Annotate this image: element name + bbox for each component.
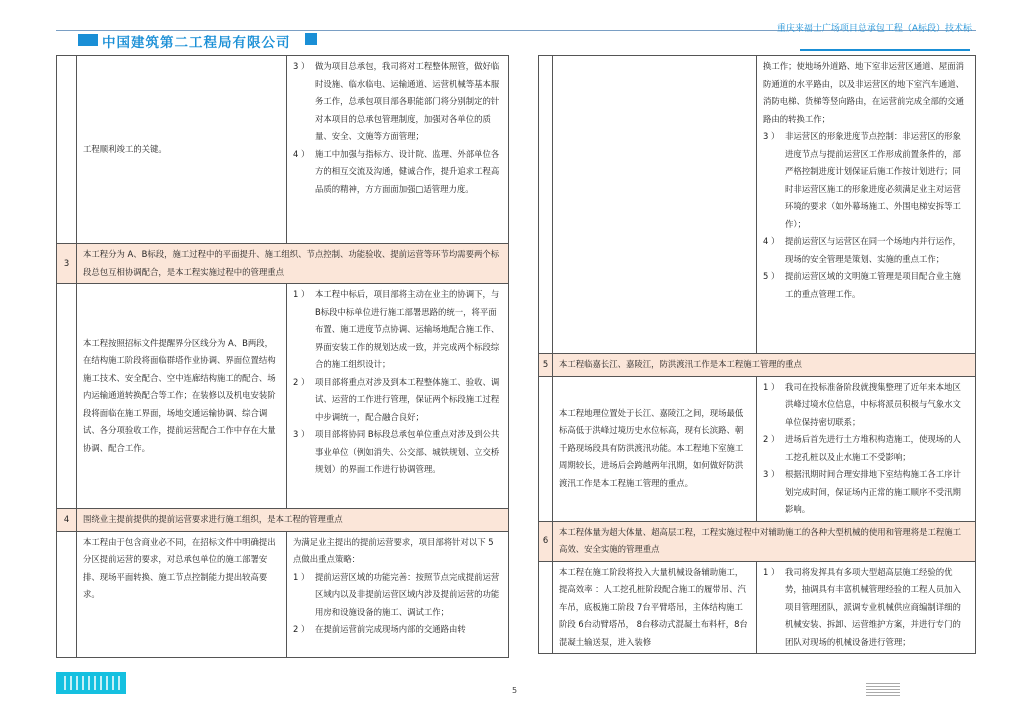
list-item: 2 ） 在提前运营前完成现场内部的交通路由转 [293, 624, 466, 634]
page-number: 5 [512, 686, 518, 695]
measures-cell [287, 531, 509, 657]
left-table [56, 55, 509, 658]
table-row [539, 56, 976, 354]
list-item: 1 ） 提前运营区域的功能完善：按照节点完成提前运营区域内以及非提前运营区域内涉及提前运营的功能用房和设施设备的施工、调试工作； [293, 571, 500, 617]
list-item: 1 ） 我司将发挥具有多项大型超高层施工经验的优势，抽调具有丰富机械管理经验的工程人员加入项目管理团队，派调专业机械供应商编制详细的机械安装、拆卸、运营维护方案，并进行专门的团队对现场的机械设备进行管理； [763, 566, 961, 647]
measures-intro: 为满足业主提出的提前运营要求，项目部将针对以下 5 点做出重点策略： [293, 536, 494, 564]
section-title: 本工程体量为超大体量、超高层工程，工程实施过程中对辅助施工的各种大型机械的使用和管理将是工程施工高效、安全实施的管理重点 [553, 521, 976, 561]
company-name: 中国建筑第二工程局有限公司 [102, 35, 291, 51]
measures-cell [757, 56, 976, 354]
section-header-row [57, 509, 509, 532]
analysis-cell: 本工程按照招标文件提醒界分区线分为 A、B两段，在结构施工阶段将面临群塔作业协调、界面位置结构施工技术、安全配合、空中连廊结构施工的配合、场内运输通道转换配合等工作；在装修以及机电安装阶段将面临在施工界面，场地交通运输协调、综合调试、各分项验收工作，提前运营配合工作中存在大量协调、配合工作。 [77, 284, 287, 509]
number-cell [539, 56, 553, 354]
section-number: 4 [57, 509, 77, 532]
section-number: 6 [539, 521, 553, 561]
section-number: 3 [57, 244, 77, 284]
header-mark [305, 33, 317, 45]
list-item: 3 ） 根据汛期时间合理安排地下室结构施工各工序计划完成时间，保证场内正常的施工顺序不受汛期影响。 [763, 469, 961, 514]
list-item: 3 ） 项目部将协同 B标段总承包单位重点对涉及到公共事业单位（例如消失、公交部、城铁规划、立交桥规划）的界面工作进行协调管理。 [293, 429, 500, 474]
list-item: 5 ） 提前运营区域的文明施工管理是项目配合业主施工的重点管理工作。 [763, 271, 961, 299]
table-row [539, 376, 976, 521]
analysis-cell: 本工程地理位置处于长江、嘉陵江之间，现场最低标高低于洪峰过境历史水位标高，现有长滨路、朝千路现场段具有防洪渡汛功能。本工程地下室施工周期较长，进场后会跨越两年汛期，如何做好防洪渡汛工作是本工程施工管理的重点。 [553, 376, 757, 521]
list-item: 3 ） 做为项目总承包，我司将对工程整体照管，做好临时设施、临水临电、运输通道、运营机械等基本服务工作，总承包项目部各职能部门将分别制定的针对本项目的总承包管理制度，加强对各单位的质量、安全、文施等方面管理； [293, 61, 500, 141]
number-cell [57, 284, 77, 509]
footer-logo-pattern [64, 676, 120, 690]
section-number: 5 [539, 354, 553, 377]
analysis-cell: 本工程由于包含商业必不同，在招标文件中明确提出分区提前运营的要求，对总承包单位的施工部署安排、现场平面转换、施工节点控制能力提出较高要求。 [77, 531, 287, 657]
table-row [57, 56, 509, 244]
measures-cell [757, 376, 976, 521]
section-header-row [57, 244, 509, 284]
table-row [57, 284, 509, 509]
number-cell [539, 561, 553, 654]
section-header-row [539, 521, 976, 561]
company-logo [78, 34, 98, 46]
section-title: 本工程分为 A、B标段，施工过程中的平面提升、施工组织、节点控制、功能验收、提前运营等环节均需要两个标段总包互相协调配合，是本工程实施过程中的管理重点 [77, 244, 509, 284]
project-title-underline [800, 49, 970, 51]
footer-mark [866, 682, 900, 696]
measures-cell [287, 284, 509, 509]
number-cell [57, 531, 77, 657]
section-title: 围绕业主提前提供的提前运营要求进行施工组织，是本工程的管理重点 [77, 509, 509, 532]
table-row [57, 531, 509, 657]
list-item: 4 ） 施工中加强与指标方、设计院、监理、外部单位各方的相互交流及沟通，健诚合作，提升追求工程高品质的精神，方方面面加强□适管理力度。 [293, 148, 500, 194]
list-item: 换工作；使地场外道路、地下室非运营区通道、屋面消防通道的水平路由，以及非运营区的地下室汽车通道、消防电梯、货梯等竖向路由，在运营前完成全部的交通路由的转换工作； [763, 61, 964, 124]
section-title: 本工程临嘉长江、嘉陵江，防洪渡汛工作是本工程施工管理的重点 [553, 354, 976, 377]
table-row [539, 561, 976, 654]
list-item: 4 ） 提前运营区与运营区在同一个场地内并行运作，现场的安全管理是策划、实施的重点工作； [763, 236, 961, 264]
section-header-row [539, 354, 976, 377]
page-header [0, 0, 1024, 50]
list-item: 1 ） 我司在投标准备阶段就搜集整理了近年来本地区洪峰过境水位信息，中标将派员积极与气象水文单位保持密切联系； [763, 381, 961, 427]
list-item: 2 ） 项目部将重点对涉及到本工程整体施工、验收、调试、运营的工作进行管理，保证两个标段施工过程中步调统一，配合融合良好； [293, 376, 500, 422]
list-item: 3 ） 非运营区的形象进度节点控制：非运营区的形象进度节点与提前运营区工作形成前置条件的，部严格控制进度计划保证后施工作按计划进行；同时非运营区施工的形象进度必须满足业主对运营环境的要求（如外幕场施工、外围电梯安拆等工作）； [763, 131, 961, 229]
measures-cell [287, 56, 509, 244]
number-cell [57, 56, 77, 244]
analysis-cell: 本工程在施工阶段将投入大量机械设备辅助施工，提高效率 ：人工挖孔桩阶段配合施工的履带吊、汽车吊，底板施工阶段 7台平臂塔吊，主体结构施工阶段 6台动臂塔吊， 8台移动式混凝土布料杆，8台混凝土输送泵，进入装修 [553, 561, 757, 654]
analysis-cell: 工程顺利竣工的关键。 [77, 56, 287, 244]
number-cell [539, 376, 553, 521]
analysis-cell [553, 56, 757, 354]
list-item: 1 ） 本工程中标后，项目部将主动在业主的协调下，与 B标段中标单位进行施工部署思路的统一，将平面布置、施工进度节点协调、运输场地配合施工作、界面安装工作的规划达成一致，并完成两个标段综合的施工组织设计； [293, 289, 500, 369]
list-item: 2 ） 进场后首先进行土方堆积构造施工，使现场的人工挖孔桩以及止水施工不受影响； [763, 434, 961, 462]
right-table [538, 55, 976, 654]
measures-cell [757, 561, 976, 654]
project-title: 重庆来福士广场项目总承包工程（A标段）技术标 [776, 24, 972, 34]
